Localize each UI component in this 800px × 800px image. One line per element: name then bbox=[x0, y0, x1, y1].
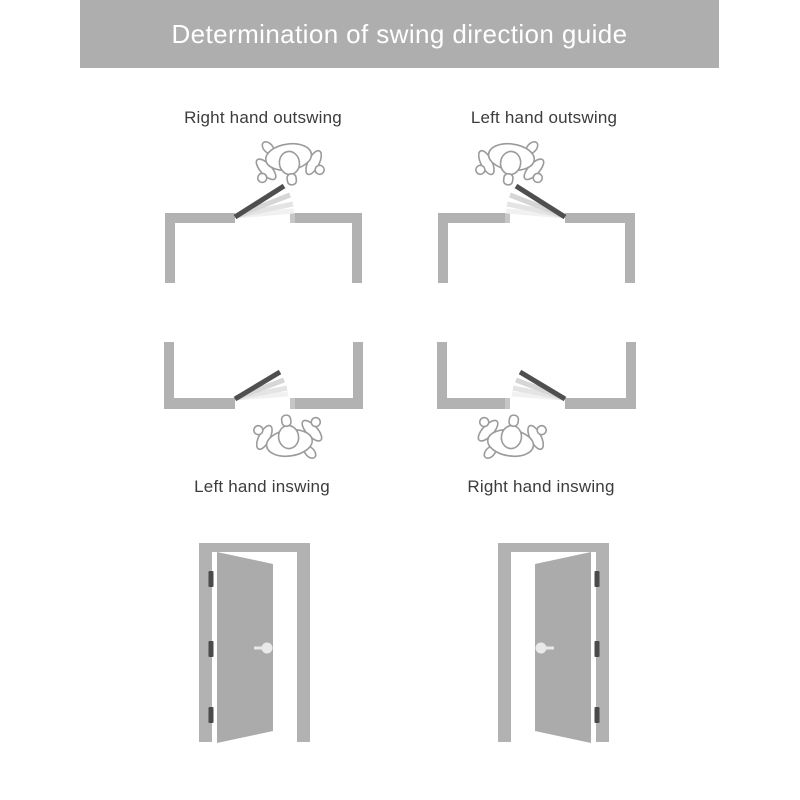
door-swing-icon bbox=[506, 186, 565, 217]
person-top-view-icon bbox=[250, 132, 328, 190]
diagram-label-left-hand-outswing: Left hand outswing bbox=[470, 108, 618, 127]
header-banner bbox=[80, 0, 719, 68]
person-top-view-icon bbox=[472, 410, 550, 468]
page-title: Determination of swing direction guide bbox=[171, 18, 628, 49]
room-walls bbox=[165, 213, 362, 283]
door-swing-icon bbox=[512, 372, 565, 399]
room-walls bbox=[437, 342, 636, 409]
room-walls bbox=[438, 213, 635, 283]
door-swing-icon bbox=[235, 372, 288, 399]
person-top-view-icon bbox=[250, 410, 328, 468]
door-illustration-right-hinge bbox=[488, 535, 618, 750]
door-illustration-left-hinge bbox=[190, 535, 320, 750]
person-top-view-icon bbox=[472, 132, 550, 190]
door-swing-icon bbox=[235, 186, 294, 217]
plan-left-hand-outswing bbox=[415, 130, 655, 290]
diagram-label-left-hand-inswing: Left hand inswing bbox=[194, 477, 330, 496]
diagram-label-right-hand-inswing: Right hand inswing bbox=[467, 477, 615, 496]
plan-right-hand-outswing bbox=[145, 130, 385, 290]
room-walls bbox=[164, 342, 363, 409]
plan-right-hand-inswing bbox=[415, 328, 655, 470]
diagram-label-right-hand-outswing: Right hand outswing bbox=[184, 108, 342, 127]
plan-left-hand-inswing bbox=[145, 328, 385, 470]
